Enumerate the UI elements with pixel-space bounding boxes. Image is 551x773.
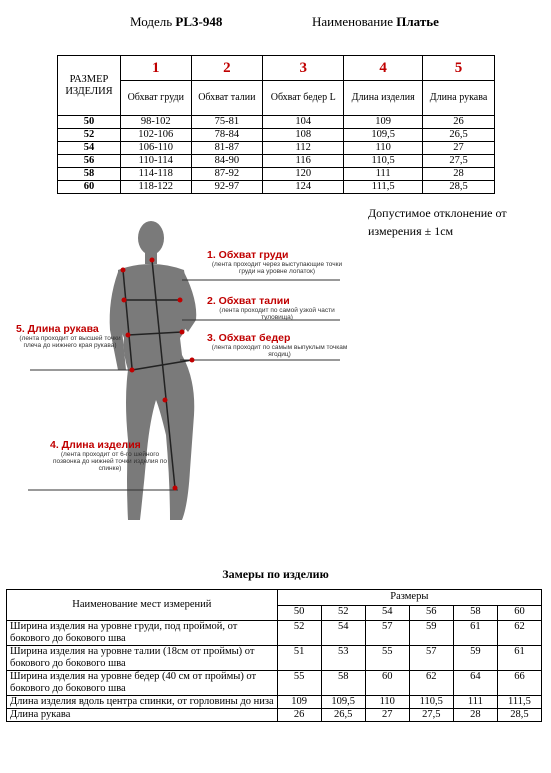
measurement-title: 3. Обхват бедер: [207, 332, 291, 344]
size-cell: 124: [263, 181, 344, 194]
column-label: Обхват талии: [191, 81, 263, 116]
size-table-body: [58, 116, 495, 194]
sizes-header: Размеры: [277, 590, 541, 606]
product-row: [7, 621, 542, 646]
measurement-desc: (лента проходит от 6-го шейного позвонка до нижней точки изделия по спинке): [52, 451, 168, 472]
product-value: 52: [277, 621, 321, 646]
product-value: 55: [277, 671, 321, 696]
size-cell: 98-102: [121, 116, 192, 129]
size-row: [58, 116, 495, 129]
size-cell: 92-97: [191, 181, 263, 194]
measurement-desc: (лента проходит по самой узкой части туловища): [219, 307, 335, 321]
product-value: 64: [453, 671, 497, 696]
product-value: 59: [453, 646, 497, 671]
name-label: Наименование: [312, 14, 393, 29]
column-number: 1: [121, 56, 192, 81]
product-value: 61: [497, 646, 541, 671]
size-column-header: 56: [409, 605, 453, 621]
product-value: 57: [365, 621, 409, 646]
measurement-desc: (лента проходит через выступающие точки груди на уровне лопаток): [211, 261, 343, 275]
column-label: Длина изделия: [344, 81, 423, 116]
name-value: Платье: [396, 14, 439, 29]
product-name-heading: [312, 14, 439, 30]
size-column-header: 52: [321, 605, 365, 621]
size-value: 52: [58, 129, 121, 142]
size-value: 56: [58, 155, 121, 168]
product-row: [7, 696, 542, 709]
product-value: 57: [409, 646, 453, 671]
size-cell: 111: [344, 168, 423, 181]
size-cell: 109,5: [344, 129, 423, 142]
column-number: 3: [263, 56, 344, 81]
size-cell: 27,5: [423, 155, 495, 168]
size-cell: 27: [423, 142, 495, 155]
tolerance-note: [368, 204, 507, 240]
measurement-3: [207, 332, 352, 358]
measurement-place-name: Ширина изделия на уровне талии (18см от проймы) от бокового до бокового шва: [7, 646, 278, 671]
product-value: 66: [497, 671, 541, 696]
size-cell: 110-114: [121, 155, 192, 168]
size-cell: 108: [263, 129, 344, 142]
size-cell: 28,5: [423, 181, 495, 194]
product-value: 28: [453, 709, 497, 722]
size-column-header: 58: [453, 605, 497, 621]
measurement-desc: (лента проходит от высшей точки плеча до нижнего края рукава): [19, 335, 121, 349]
product-value: 110: [365, 696, 409, 709]
size-cell: 106-110: [121, 142, 192, 155]
size-column-header: 60: [497, 605, 541, 621]
measurement-1: [207, 249, 347, 275]
product-value: 109,5: [321, 696, 365, 709]
size-cell: 75-81: [191, 116, 263, 129]
product-row: [7, 671, 542, 696]
size-value: 50: [58, 116, 121, 129]
size-cell: 110: [344, 142, 423, 155]
product-value: 26: [277, 709, 321, 722]
product-value: 58: [321, 671, 365, 696]
product-value: 62: [409, 671, 453, 696]
column-number: 4: [344, 56, 423, 81]
column-label: Обхват груди: [121, 81, 192, 116]
measurement-title: 1. Обхват груди: [207, 249, 289, 261]
measurement-place-name: Длина рукава: [7, 709, 278, 722]
size-cell: 116: [263, 155, 344, 168]
product-value: 60: [365, 671, 409, 696]
size-cell: 81-87: [191, 142, 263, 155]
product-table-body: [7, 621, 542, 722]
column-number: 5: [423, 56, 495, 81]
measurement-place-name: Ширина изделия на уровне бедер (40 см от проймы) от бокового до бокового шва: [7, 671, 278, 696]
size-cell: 26,5: [423, 129, 495, 142]
measurement-title: 4. Длина изделия: [50, 439, 141, 451]
measurement-desc: (лента проходит по самым выпуклым точкам ягодиц): [211, 344, 348, 358]
place-name-header: Наименование мест измерений: [7, 590, 278, 621]
product-value: 26,5: [321, 709, 365, 722]
size-column-header: 50: [277, 605, 321, 621]
column-label: Обхват бедер L: [263, 81, 344, 116]
size-cell: 102-106: [121, 129, 192, 142]
size-value: 60: [58, 181, 121, 194]
column-number: 2: [191, 56, 263, 81]
size-row: [58, 129, 495, 142]
size-value: 54: [58, 142, 121, 155]
product-row: [7, 646, 542, 671]
product-header-row: [7, 590, 542, 606]
product-value: 55: [365, 646, 409, 671]
size-cell: 87-92: [191, 168, 263, 181]
product-value: 111,5: [497, 696, 541, 709]
size-row: [58, 181, 495, 194]
size-cell: 112: [263, 142, 344, 155]
size-cell: 114-118: [121, 168, 192, 181]
product-value: 109: [277, 696, 321, 709]
measurement-place-name: Длина изделия вдоль центра спинки, от горловины до низа: [7, 696, 278, 709]
size-table-number-row: [58, 56, 495, 81]
size-cell: 78-84: [191, 129, 263, 142]
size-row: [58, 155, 495, 168]
product-value: 27,5: [409, 709, 453, 722]
measurement-2: [207, 295, 347, 321]
size-row: [58, 142, 495, 155]
size-cell: 118-122: [121, 181, 192, 194]
size-cell: 109: [344, 116, 423, 129]
size-value: 58: [58, 168, 121, 181]
size-cell: 111,5: [344, 181, 423, 194]
product-value: 53: [321, 646, 365, 671]
tolerance-line-1: Допустимое отклонение от: [368, 206, 507, 220]
measurement-title: 2. Обхват талии: [207, 295, 290, 307]
product-value: 28,5: [497, 709, 541, 722]
product-value: 111: [453, 696, 497, 709]
product-measurements-title: Замеры по изделию: [222, 567, 329, 581]
size-cell: 28: [423, 168, 495, 181]
model-label: Модель: [130, 14, 173, 29]
measurement-4: [50, 439, 170, 472]
product-row: [7, 709, 542, 722]
size-cell: 110,5: [344, 155, 423, 168]
measurement-place-name: Ширина изделия на уровне груди, под проймой, от бокового до бокового шва: [7, 621, 278, 646]
size-cell: 120: [263, 168, 344, 181]
measurement-title: 5. Длина рукава: [16, 323, 99, 335]
size-corner-label: РАЗМЕР ИЗДЕЛИЯ: [58, 56, 121, 116]
product-value: 59: [409, 621, 453, 646]
model-value: PL3-948: [175, 14, 223, 29]
product-measurements-table: [6, 589, 542, 722]
product-value: 62: [497, 621, 541, 646]
product-value: 27: [365, 709, 409, 722]
size-column-header: 54: [365, 605, 409, 621]
measurement-5: [16, 323, 124, 349]
tolerance-line-2: измерения ± 1см: [368, 224, 454, 238]
size-cell: 84-90: [191, 155, 263, 168]
size-cell: 26: [423, 116, 495, 129]
measurement-figure: [10, 220, 350, 520]
product-value: 51: [277, 646, 321, 671]
size-table-label-row: [58, 81, 495, 116]
size-cell: 104: [263, 116, 344, 129]
size-chart-table: [57, 55, 495, 194]
column-label: Длина рукава: [423, 81, 495, 116]
product-value: 61: [453, 621, 497, 646]
product-value: 110,5: [409, 696, 453, 709]
size-row: [58, 168, 495, 181]
model-heading: [130, 14, 222, 30]
product-value: 54: [321, 621, 365, 646]
